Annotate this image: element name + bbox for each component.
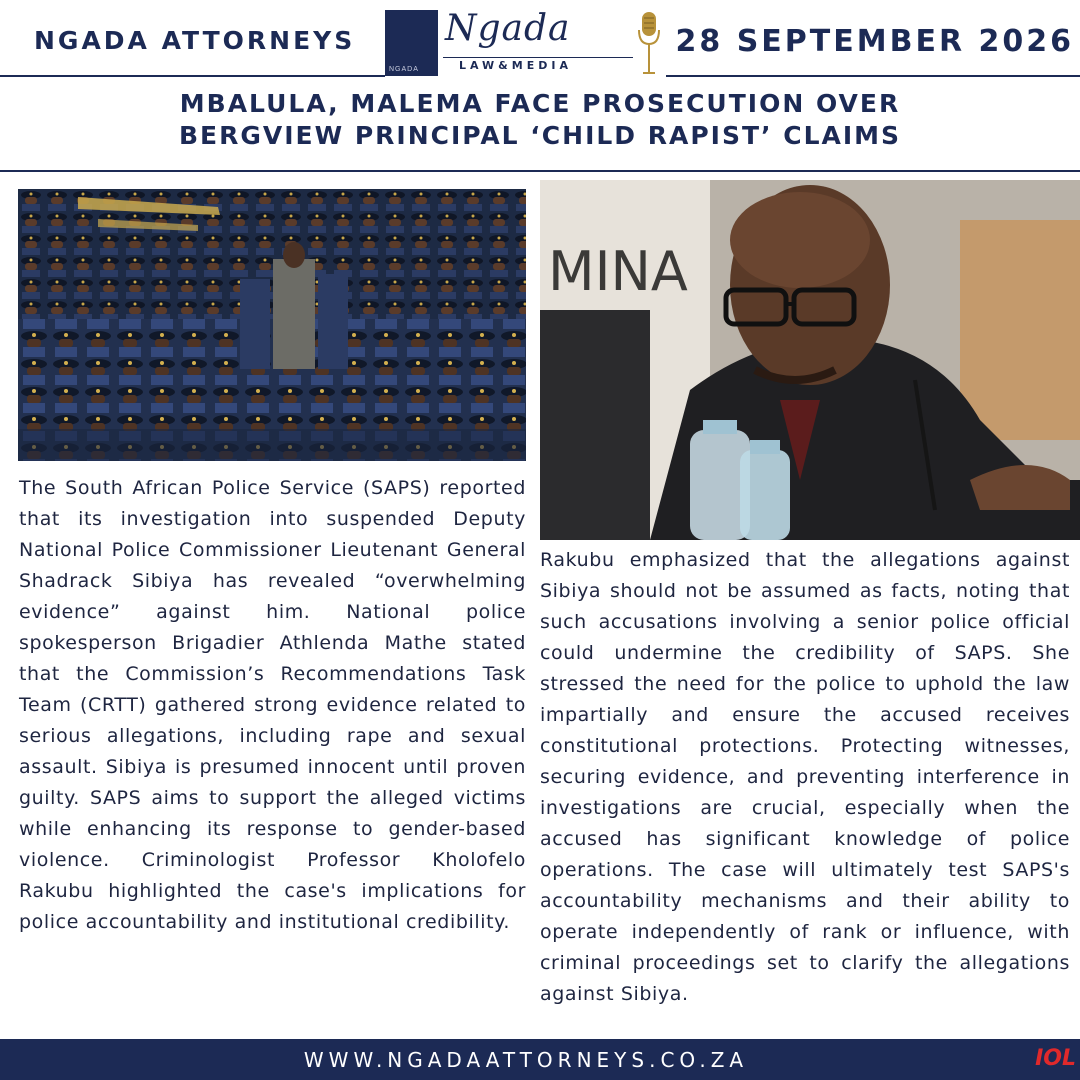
- headline-line-1: MBALULA, MALEMA FACE PROSECUTION OVER: [179, 89, 901, 118]
- website-link[interactable]: WWW.NGADAATTORNEYS.CO.ZA: [303, 1048, 749, 1072]
- page-header: [0, 0, 1080, 78]
- publication-date: 28 SEPTEMBER 2026: [675, 24, 1074, 59]
- microphone-icon: [635, 10, 663, 76]
- logo-script-text: Ngada: [445, 8, 571, 49]
- headline-rule: [0, 170, 1080, 172]
- svg-text:MINA: MINA: [548, 240, 688, 303]
- header-rule-left: [0, 75, 385, 77]
- speaker-photo: [540, 180, 1080, 540]
- logo-divider: [443, 57, 633, 58]
- headline: [0, 88, 1080, 152]
- iol-logo: IOL: [1035, 1046, 1076, 1071]
- headline-line-2: BERGVIEW PRINCIPAL ‘CHILD RAPIST’ CLAIMS: [178, 121, 902, 150]
- ngada-logo: [385, 10, 665, 76]
- logo-subtitle: LAW&MEDIA: [459, 59, 572, 72]
- left-article-text: The South African Police Service (SAPS) reported that its investigation into suspended Deputy National Police Commissioner Lieutenant General Shadrack Sibiya has revealed “overwhelming evidence” against him. National police spokesperson Brigadier Athlenda Mathe stated that the Commission’s Recommendations Task Team (CRTT) gathered strong evidence related to serious allegations, including rape and sexual assault. Sibiya is presumed innocent until proven guilty. SAPS aims to support the alleged victims while enhancing its response to gender-based violence. Criminologist Professor Kholofelo Rakubu highlighted the case's implications for police accountability and institutional credibility.: [19, 477, 526, 933]
- police-parade-photo: [18, 189, 526, 461]
- header-rule-right: [666, 75, 1080, 77]
- logo-small-text: NGADA: [389, 66, 419, 73]
- logo-block: [385, 10, 438, 76]
- firm-name: NGADA ATTORNEYS: [34, 26, 356, 55]
- right-article-text: Rakubu emphasized that the allegations against Sibiya should not be assumed as facts, noting that such accusations involving a senior police official could undermine the credibility of SAPS. She stressed the need for the police to uphold the law impartially and ensure the accused receives constitutional protections. Protecting witnesses, securing evidence, and preventing interference in investigations are crucial, especially when the accused has significant knowledge of police operations. The case will ultimately test SAPS's accountability mechanisms and their ability to operate independently of rank or influence, with criminal proceedings set to clarify the allegations against Sibiya.: [540, 549, 1070, 1005]
- page-footer: [0, 1039, 1080, 1080]
